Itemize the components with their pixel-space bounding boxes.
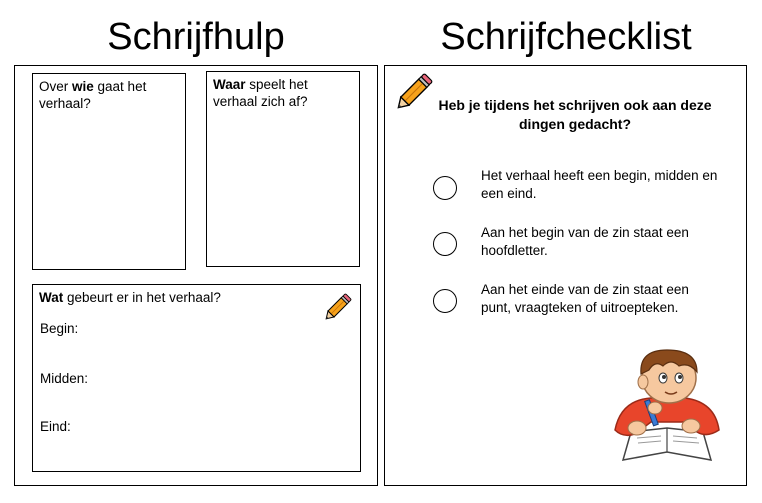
checklist-item-text: Aan het einde van de zin staat een punt, vraagteken of uitroepteken. (481, 282, 689, 315)
checkbox-circle[interactable] (433, 232, 457, 256)
where-prompt-bold: Waar (213, 77, 246, 92)
schrijfchecklist-title: Schrijfchecklist (440, 16, 692, 58)
checkbox-circle[interactable] (433, 176, 457, 200)
who-box[interactable] (32, 73, 186, 270)
checklist-question: Heb je tijdens het schrijven ook aan deze dingen gedacht? (438, 97, 712, 132)
middle-label: Midden: (40, 371, 89, 386)
begin-label: Begin: (40, 321, 79, 336)
pencil-icon (320, 291, 354, 325)
end-label: Eind: (40, 419, 71, 434)
what-prompt-post: gebeurt er in het verhaal? (63, 290, 221, 305)
schrijfhulp-panel (14, 65, 378, 486)
schrijfchecklist-panel (384, 65, 747, 486)
where-box[interactable] (206, 71, 360, 267)
checkbox-circle[interactable] (433, 289, 457, 313)
where-prompt-post: speelt het verhaal zich af? (213, 77, 308, 109)
writing-boy-illustration (611, 348, 723, 466)
what-box[interactable] (32, 284, 361, 472)
checklist-item-text: Het verhaal heeft een begin, midden en een eind. (481, 168, 718, 201)
schrijfhulp-title: Schrijfhulp (107, 16, 285, 58)
who-prompt-pre: Over (39, 79, 73, 94)
checklist-item-text: Aan het begin van de zin staat een hoofdletter. (481, 225, 689, 258)
who-prompt-post: gaat het verhaal? (39, 79, 147, 111)
what-prompt-bold: Wat (39, 290, 64, 305)
who-prompt-bold: wie (72, 79, 94, 94)
